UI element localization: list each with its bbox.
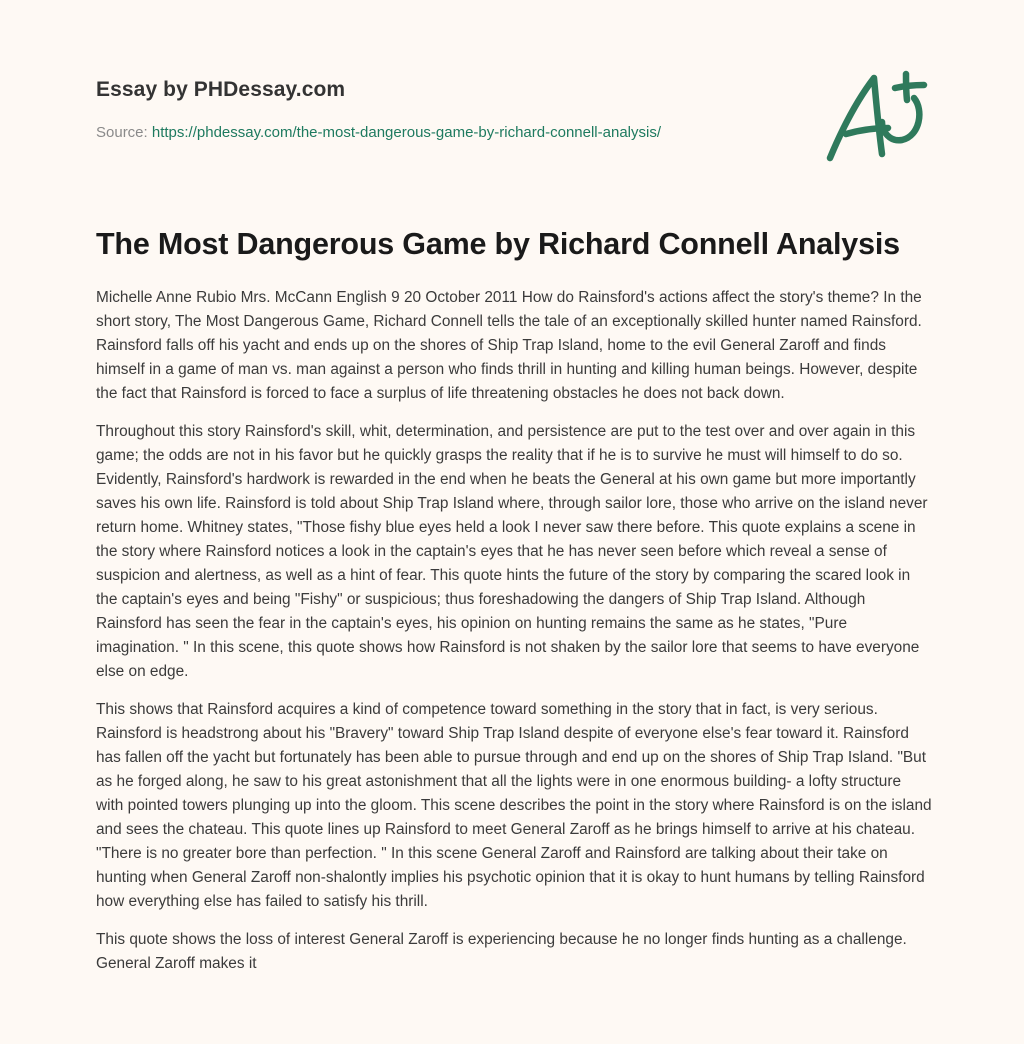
paragraph: Throughout this story Rainsford's skill, whit, determination, and persistence are put to the test over and over again in this game; the odds are not in his favor but he quickly grasps the reality that if he is to survive he must will himself to do so. Evidently, Rainsford's hardwork is rewarded in the end when he beats the General at his own game but more importantly saves his own life. Rainsford is told about Ship Trap Island where, through sailor lore, those who arrive on the island never return home. Whitney states, "Those fishy blue eyes held a look I never saw there before. This quote explains a scene in the story where Rainsford notices a look in the captain's eyes that he has never seen before which reveal a sense of suspicion and alertness, as well as a hint of fear. This quote hints the future of the story by comparing the scared look in the captain's eyes and being "Fishy" or suspicious; thus foreshadowing the dangers of Ship Trap Island. Although Rainsford has seen the fear in the captain's eyes, his opinion on hunting remains the same as he states, "Pure imagination. " In this scene, this quote shows how Rainsford is not shaken by the sailor lore that seems to have everyone else on edge. xyxy=(96,423,928,680)
source-link[interactable]: https://phdessay.com/the-most-dangerous-game-by-richard-connell-analysis/ xyxy=(151,124,661,141)
essay-header xyxy=(96,76,796,143)
paragraph: This quote shows the loss of interest General Zaroff is experiencing because he no longer finds hunting as a challenge. General Zaroff makes it xyxy=(96,931,907,972)
a-plus-grade-icon xyxy=(820,66,930,166)
page-title: The Most Dangerous Game by Richard Connell Analysis xyxy=(96,227,900,261)
paragraph: Michelle Anne Rubio Mrs. McCann English 9 20 October 2011 How do Rainsford's actions affect the story's theme? In the short story, The Most Dangerous Game, Richard Connell tells the tale of an exceptionally skilled hunter named Rainsford. Rainsford falls off his yacht and ends up on the shores of Ship Trap Island, home to the evil General Zaroff and finds himself in a game of man vs. man against a person who finds thrill in hunting and killing human beings. However, despite the fact that Rainsford is forced to face a surplus of life threatening obstacles he does not back down. xyxy=(96,289,922,402)
brand-title: Essay by PHDessay.com xyxy=(96,78,346,101)
essay-body xyxy=(96,286,932,990)
source-line xyxy=(96,123,796,143)
paragraph: This shows that Rainsford acquires a kind of competence toward something in the story that in fact, is very serious. Rainsford is headstrong about his "Bravery" toward Ship Trap Island despite of everyone else's fear toward it. Rainsford has fallen off the yacht but fortunately has been able to pursue through and end up on the shores of Ship Trap Island. "But as he forged along, he saw to his great astonishment that all the lights were in one enormous building- a lofty structure with pointed towers plunging up into the gloom. This scene describes the point in the story where Rainsford is on the island and sees the chateau. This quote lines up Rainsford to meet General Zaroff as he brings himself to arrive at his chateau. "There is no greater bore than perfection. " In this scene General Zaroff and Rainsford are talking about their take on hunting when General Zaroff non-shalontly implies his psychotic opinion that it is okay to hunt humans by telling Rainsford how everything else has failed to satisfy his thrill. xyxy=(96,701,932,910)
source-label: Source: xyxy=(96,124,152,141)
